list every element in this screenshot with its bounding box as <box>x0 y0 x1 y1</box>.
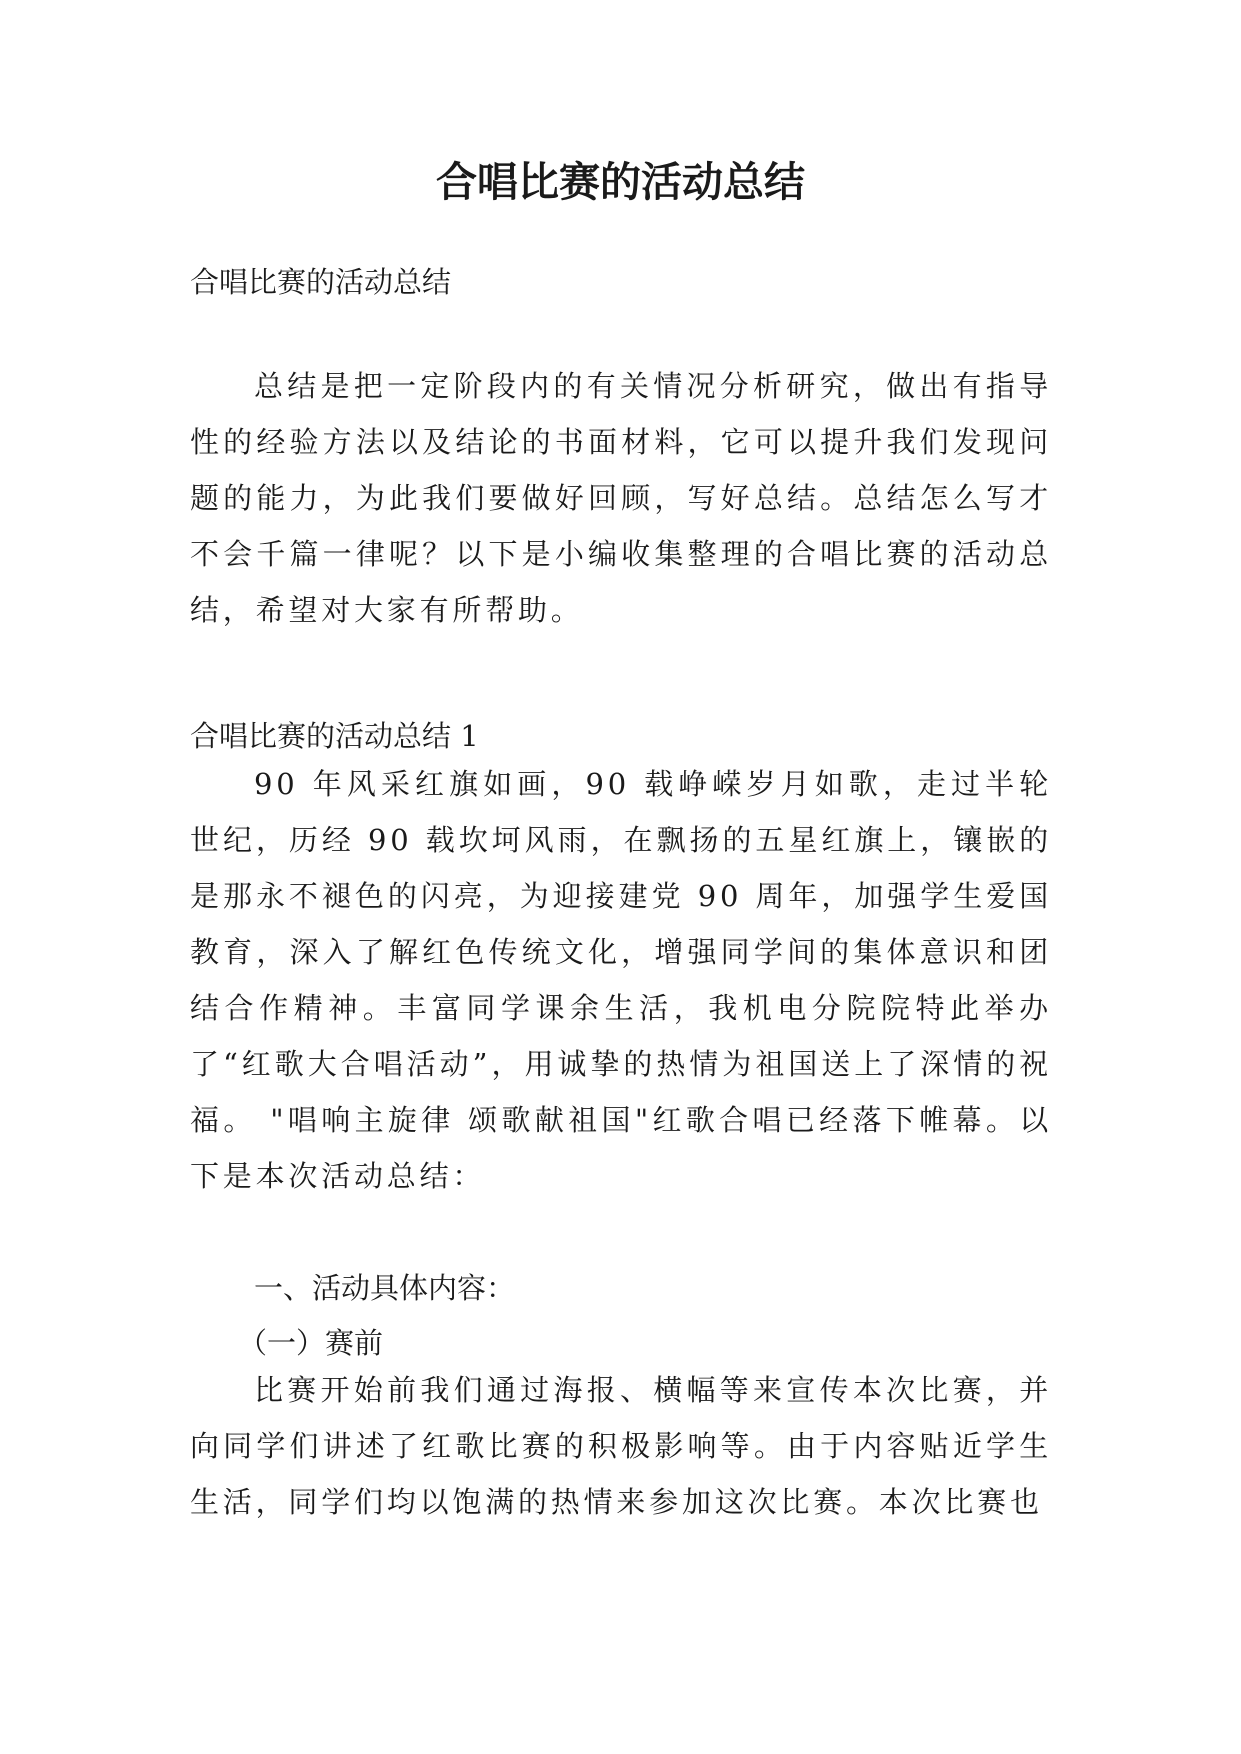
subitem-heading: （一）赛前 <box>238 1326 384 1360</box>
section-paragraph: 90 年风采红旗如画，90 载峥嵘岁月如歌，走过半轮世纪，历经 90 载坎坷风雨，在飘扬的五星红旗上，镶嵌的是那永不褪色的闪亮，为迎接建党 90 周年，加强学生爱国教育，深入了解红色传统文化，增强同学间的集体意识和团结合作精神。丰富同学课余生活，我机电分院院特此举办了“红歌大合唱活动”，用诚挚的热情为祖国送上了深情的祝福。 "唱响主旋律 颂歌献祖国"红歌合唱已经落下帷幕。以下是本次活动总结： <box>190 767 1052 1193</box>
subitem-paragraph: 比赛开始前我们通过海报、横幅等来宣传本次比赛，并向同学们讲述了红歌比赛的积极影响等。由于内容贴近学生生活，同学们均以饱满的热情来参加这次比赛。本次比赛也 <box>190 1373 1052 1519</box>
section-heading: 合唱比赛的活动总结 1 <box>190 719 479 753</box>
item-heading: 一、活动具体内容： <box>254 1271 516 1305</box>
document-title: 合唱比赛的活动总结 <box>436 158 805 206</box>
intro-paragraph: 总结是把一定阶段内的有关情况分析研究，做出有指导性的经验方法以及结论的书面材料，它可以提升我们发现问题的能力，为此我们要做好回顾，写好总结。总结怎么写才不会千篇一律呢？以下是小编收集整理的合唱比赛的活动总结，希望对大家有所帮助。 <box>190 369 1052 627</box>
document-subtitle: 合唱比赛的活动总结 <box>190 265 452 299</box>
